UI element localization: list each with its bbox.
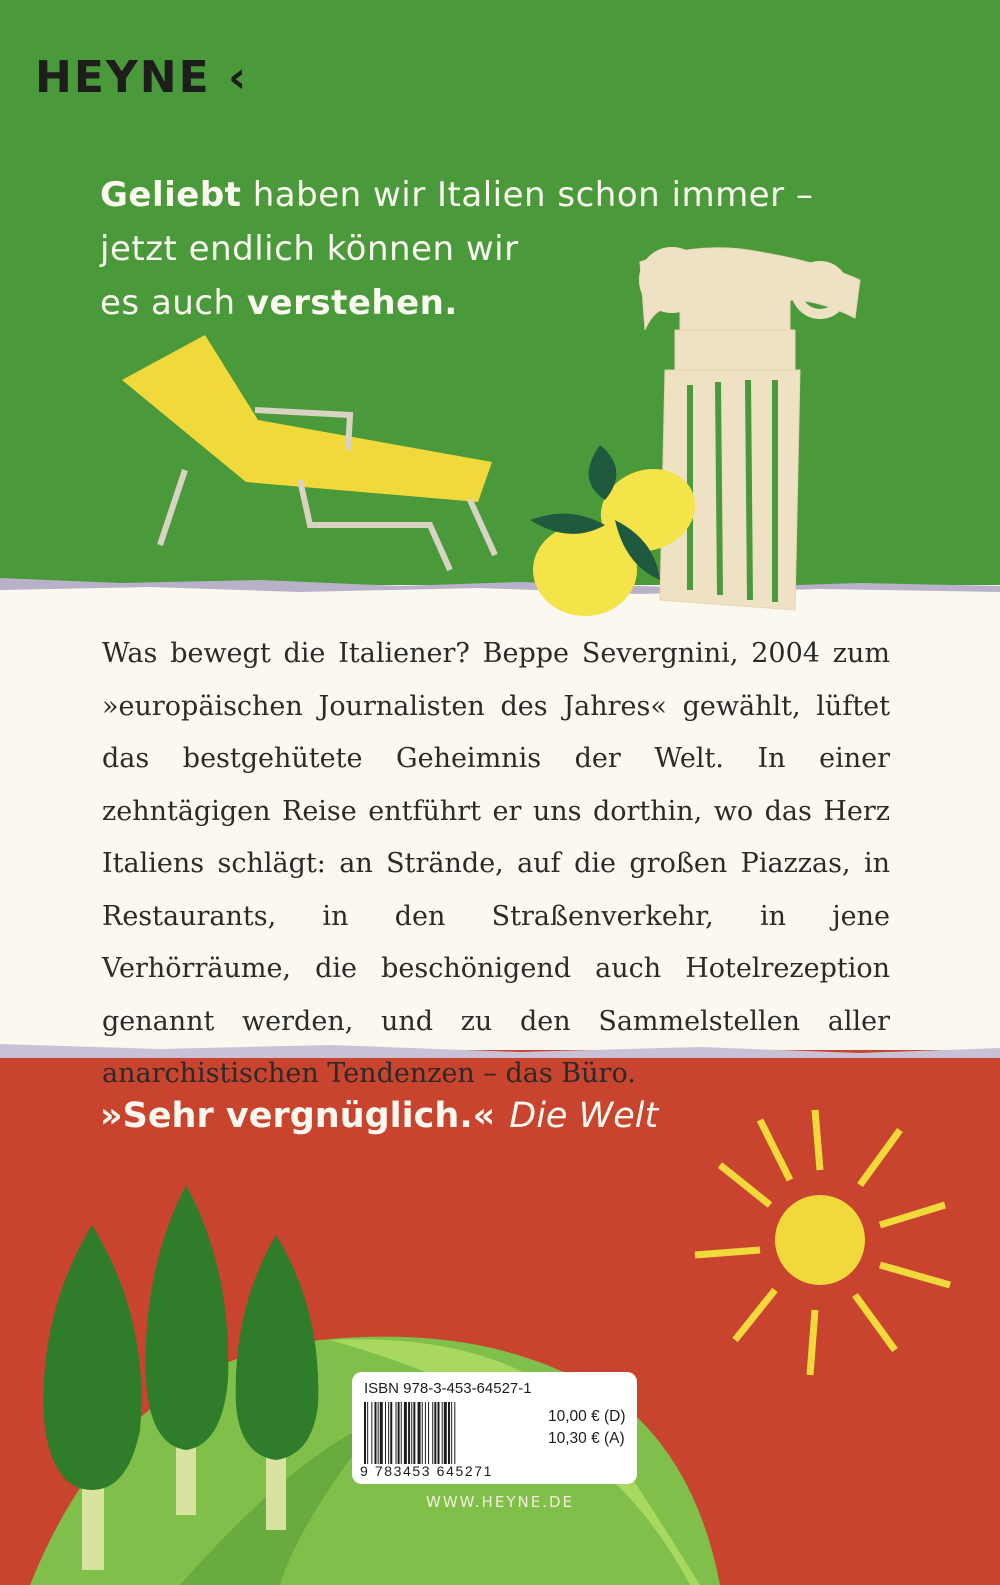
- barcode-bar: [404, 1402, 407, 1464]
- barcode-bar: [388, 1402, 389, 1464]
- tagline-bold-verstehen: verstehen.: [246, 283, 458, 323]
- barcode-bar: [434, 1402, 436, 1464]
- sun-lounger-icon: [122, 335, 495, 570]
- barcode-bar: [444, 1402, 447, 1464]
- sun-icon: [695, 1110, 950, 1375]
- barcode-bar: [432, 1402, 433, 1464]
- tagline-line-1-rest: haben wir Italien schon immer –: [241, 175, 814, 215]
- tagline-line-1: [100, 168, 813, 222]
- price-austria: 10,30 € (A): [548, 1430, 625, 1447]
- barcode-icon: [362, 1402, 540, 1464]
- press-quote: [100, 1096, 658, 1136]
- barcode-bar: [418, 1402, 421, 1464]
- barcode-bar: [451, 1402, 452, 1464]
- barcode-bar: [364, 1402, 366, 1464]
- barcode-bar: [385, 1402, 386, 1464]
- isbn-label: ISBN 978-3-453-64527-1: [364, 1380, 532, 1397]
- quote-source: Die Welt: [509, 1096, 659, 1136]
- publisher-mark: ‹: [227, 52, 249, 103]
- publisher-logo: [35, 52, 248, 103]
- barcode-bar: [398, 1402, 400, 1464]
- cypress-trees-icon: [44, 1185, 319, 1570]
- website-url: WWW.HEYNE.DE: [426, 1493, 574, 1511]
- barcode-bar: [380, 1402, 383, 1464]
- barcode-bar: [454, 1402, 455, 1464]
- barcode-bar: [448, 1402, 450, 1464]
- barcode-bar: [425, 1402, 426, 1464]
- tagline-bold-geliebt: Geliebt: [100, 175, 242, 215]
- tagline: [100, 168, 813, 330]
- barcode-bar: [390, 1402, 392, 1464]
- barcode-bar: [401, 1402, 402, 1464]
- price-germany: 10,00 € (D): [548, 1408, 626, 1425]
- barcode-digits: 9 783453 645271: [360, 1463, 493, 1479]
- barcode-bar: [375, 1402, 377, 1464]
- quote-text: »Sehr vergnüglich.«: [100, 1096, 496, 1136]
- barcode-bar: [408, 1402, 410, 1464]
- barcode-bar: [378, 1402, 379, 1464]
- barcode-bar: [422, 1402, 423, 1464]
- barcode-bar: [413, 1402, 415, 1464]
- barcode-bar: [438, 1402, 440, 1464]
- barcode-bar: [442, 1402, 443, 1464]
- barcode-bar: [371, 1402, 372, 1464]
- tagline-line-3-start: es auch: [100, 283, 247, 323]
- tagline-line-3: [100, 276, 813, 330]
- barcode-label: [352, 1372, 637, 1484]
- barcode-bar: [396, 1402, 397, 1464]
- publisher-name: HEYNE: [35, 52, 211, 103]
- barcode-bar: [411, 1402, 412, 1464]
- blurb-text: Was bewegt die Italiener? Beppe Severgnini, 2004 zum »europäischen Journalisten des Jahres« gewählt, lüftet das bestgehütete Geheimnis der Welt. In einer zehntägigen Reise entführt er uns dorthin, wo das Herz Italiens schlägt: an Strände, auf die großen Piazzas, in Restaurants, in den Straßenverkehr, in jene Verhörräume, die beschönigend auch Hotelrezeption genannt werden, und zu den Sammelstellen aller anarchistischen Tendenzen – das Büro.: [102, 638, 890, 1089]
- tagline-line-2: jetzt endlich können wir: [100, 229, 519, 269]
- barcode-bar: [367, 1402, 368, 1464]
- barcode-bar: [428, 1402, 429, 1464]
- torn-edge-top-white: [0, 587, 1000, 604]
